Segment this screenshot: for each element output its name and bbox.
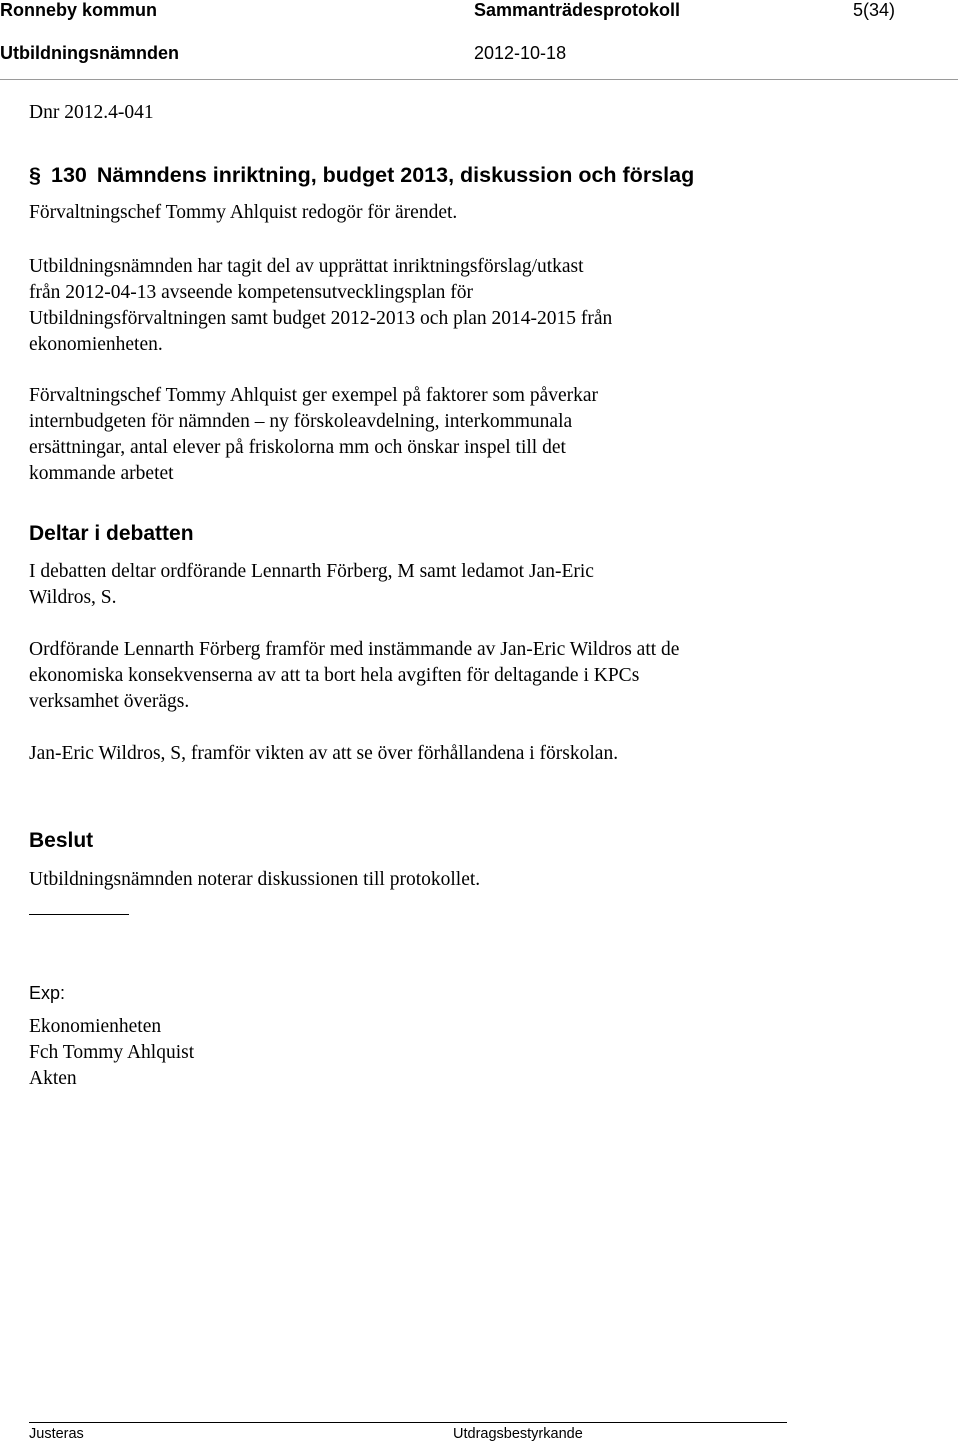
footer-utdragsbestyrkande: Utdragsbestyrkande <box>453 1426 583 1442</box>
paragraph-1 <box>29 254 612 358</box>
paragraph-line: Wildros, S. <box>29 587 117 608</box>
distribution-recipient: Ekonomienheten <box>29 1016 162 1037</box>
paragraph-line: ekonomiska konsekvenserna av att ta bort hela avgiften för deltagande i KPCs <box>29 665 640 686</box>
decision-heading: Beslut <box>29 829 94 852</box>
distribution-recipient: Fch Tommy Ahlquist <box>29 1042 195 1063</box>
section-title: Nämndens inriktning, budget 2013, diskussion och förslag <box>96 163 695 187</box>
paragraph-number: 130 <box>51 163 87 187</box>
section-heading <box>29 163 694 188</box>
paragraph-line: ekonomienheten. <box>29 334 163 355</box>
paragraph-sign: § <box>29 163 41 187</box>
header-date: 2012-10-18 <box>474 43 567 63</box>
header-organization: Ronneby kommun <box>0 0 158 20</box>
footer-divider <box>29 1422 787 1423</box>
paragraph-line: Ordförande Lennarth Förberg framför med instämmande av Jan-Eric Wildros att de <box>29 639 680 660</box>
paragraph-line: Utbildningsnämnden har tagit del av upprättat inriktningsförslag/utkast <box>29 256 584 277</box>
case-reference: Dnr 2012.4-041 <box>29 102 154 123</box>
paragraph-line: ersättningar, antal elever på friskolorna mm och önskar inspel till det <box>29 437 566 458</box>
debate-statement-1 <box>29 637 679 715</box>
distribution-recipient: Akten <box>29 1068 77 1089</box>
distribution-list <box>29 1014 194 1092</box>
paragraph-2 <box>29 383 598 487</box>
paragraph-line: kommande arbetet <box>29 463 174 484</box>
footer-justeras: Justeras <box>29 1426 84 1442</box>
paragraph-line: från 2012-04-13 avseende kompetensutvecklingsplan för <box>29 282 474 303</box>
end-divider <box>29 914 129 915</box>
intro-line: Förvaltningschef Tommy Ahlquist redogör för ärendet. <box>29 202 458 223</box>
debate-participants <box>29 559 594 611</box>
paragraph-line: Förvaltningschef Tommy Ahlquist ger exempel på faktorer som påverkar <box>29 385 599 406</box>
decision-text: Utbildningsnämnden noterar diskussionen till protokollet. <box>29 869 481 890</box>
header-committee: Utbildningsnämnden <box>0 43 179 63</box>
header-page-number: 5(34) <box>853 0 896 20</box>
paragraph-line: internbudgeten för nämnden – ny förskoleavdelning, interkommunala <box>29 411 573 432</box>
header-document-type: Sammanträdesprotokoll <box>474 0 681 20</box>
header-divider <box>0 79 958 80</box>
paragraph-line: I debatten deltar ordförande Lennarth Förberg, M samt ledamot Jan-Eric <box>29 561 594 582</box>
distribution-label: Exp: <box>29 983 66 1003</box>
debate-heading: Deltar i debatten <box>29 522 194 545</box>
paragraph-line: verksamhet överägs. <box>29 691 190 712</box>
paragraph-line: Utbildningsförvaltningen samt budget 2012-2013 och plan 2014-2015 från <box>29 308 613 329</box>
debate-statement-2: Jan-Eric Wildros, S, framför vikten av att se över förhållandena i förskolan. <box>29 743 619 764</box>
